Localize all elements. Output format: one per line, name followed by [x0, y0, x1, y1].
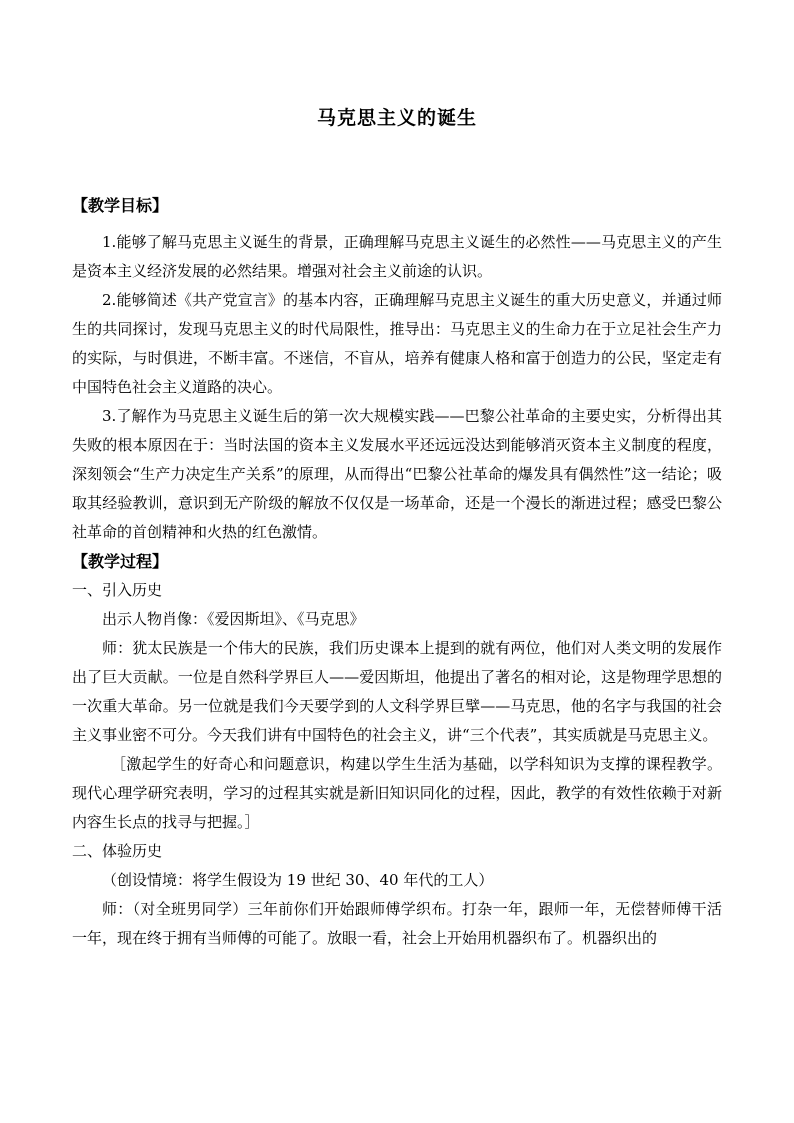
part-2-scenario: （创设情境：将学生假设为 19 世纪 30、40 年代的工人）: [102, 871, 494, 889]
teaching-goals-heading: 【教学目标】: [72, 196, 169, 215]
goal-paragraph-1: 1.能够了解马克思主义诞生的背景，正确理解马克思主义诞生的必然性——马克思主义的产生是资本主义经济发展的必然结果。增强对社会主义前途的认识。: [72, 233, 722, 280]
teaching-process-heading: 【教学过程】: [72, 552, 169, 571]
part-2-heading: 二、体验历史: [72, 842, 163, 860]
part-1-design-note: ［激起学生的好奇心和问题意识，构建以学生生活为基础，以学科知识为支撑的课程教学。现代心理学研究表明，学习的过程其实就是新旧知识同化的过程，因此，教学的有效性依赖于对新内容生长点的找寻与把握。］: [72, 755, 722, 831]
part-1-heading: 一、引入历史: [72, 581, 163, 599]
part-1-teacher-paragraph: 师：犹太民族是一个伟大的民族，我们历史课本上提到的就有两位，他们对人类文明的发展作出了巨大贡献。一位是自然科学界巨人——爱因斯坦，他提出了著名的相对论，这是物理学思想的一次重大革命。另一位就是我们今天要学到的人文科学界巨擘——马克思，他的名字与我国的社会主义事业密不可分。今天我们讲有中国特色的社会主义，讲“三个代表”，其实质就是马克思主义。: [72, 639, 722, 744]
document-title: 马克思主义的诞生: [316, 107, 477, 129]
goal-paragraph-3: 3.了解作为马克思主义诞生后的第一次大规模实践——巴黎公社革命的主要史实，分析得出其失败的根本原因在于：当时法国的资本主义发展水平还远远没达到能够消灭资本主义制度的程度，深刻领会“生产力决定生产关系”的原理，从而得出“巴黎公社革命的爆发具有偶然性”这一结论；吸取其经验教训，意识到无产阶级的解放不仅仅是一场革命，还是一个漫长的渐进过程；感受巴黎公社革命的首创精神和火热的红色激情。: [72, 407, 722, 541]
part-1-show-portraits: 出示人物肖像：《爱因斯坦》、《马克思》: [102, 610, 365, 628]
document-body: [72, 191, 722, 953]
goal-paragraph-2: 2.能够简述《共产党宣言》的基本内容，正确理解马克思主义诞生的重大历史意义，并通过师生的共同探讨，发现马克思主义的时代局限性，推导出：马克思主义的生命力在于立足社会生产力的实际，与时俱进，不断丰富。不迷信，不盲从，培养有健康人格和富于创造力的公民，坚定走有中国特色社会主义道路的决心。: [72, 291, 722, 396]
part-2-teacher-paragraph: 师：（对全班男同学）三年前你们开始跟师傅学织布。打杂一年，跟师一年，无偿替师傅干活一年，现在终于拥有当师傅的可能了。放眼一看，社会上开始用机器织布了。机器织出的: [72, 900, 722, 947]
